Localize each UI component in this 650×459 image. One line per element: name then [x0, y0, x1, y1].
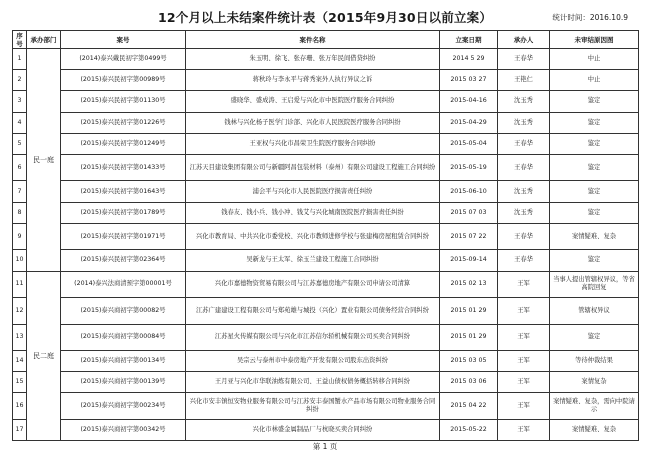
- cell-handler: 王春华: [498, 223, 550, 250]
- cell-index: 8: [13, 202, 27, 223]
- table-row: [13, 202, 639, 223]
- cell-reason: 鉴定: [550, 133, 639, 154]
- cell-filing-date: 2015-05-22: [440, 419, 498, 440]
- cell-case-name: 兴化市林盛金属制品厂与杭晓买卖合同纠纷: [186, 419, 440, 440]
- cell-index: 7: [13, 181, 27, 202]
- header-index: 序号: [13, 31, 27, 49]
- cell-reason: 案情疑难、复杂: [550, 419, 639, 440]
- cell-index: 13: [13, 324, 27, 351]
- cell-index: 2: [13, 70, 27, 91]
- cell-case-name: 江苏天目建设集团有限公司与新疆阿昌包装材料（泰州）有限公司建设工程施工合同纠纷: [186, 154, 440, 181]
- cell-handler: 王军: [498, 324, 550, 351]
- table-row: [13, 181, 639, 202]
- cell-case-name: 盛晓华、盛成涛、王启爱与兴化市中医院医疗服务合同纠纷: [186, 91, 440, 112]
- cell-case-number: (2015)泰兴民初字第01226号: [61, 112, 186, 133]
- cell-handler: 王春华: [498, 154, 550, 181]
- cell-case-number: (2015)泰兴商初字第00139号: [61, 372, 186, 393]
- table-row: [13, 154, 639, 181]
- cell-index: 10: [13, 250, 27, 271]
- header-row: [13, 31, 639, 49]
- cell-reason: 鉴定: [550, 112, 639, 133]
- cell-reason: 鉴定: [550, 91, 639, 112]
- cell-filing-date: 2015-09-14: [440, 250, 498, 271]
- table-row: [13, 324, 639, 351]
- cell-reason: 案情疑难、复杂: [550, 223, 639, 250]
- cell-filing-date: 2015 01 29: [440, 298, 498, 325]
- cell-filing-date: 2015 03 06: [440, 372, 498, 393]
- header-reason: 未审结原因图: [550, 31, 639, 49]
- cell-handler: 王军: [498, 351, 550, 372]
- cell-index: 6: [13, 154, 27, 181]
- cell-case-name: 兴化市安丰镇恒安物业服务有限公司与江苏安丰泰国蟹水产品市场有限公司物业服务合同纠纷: [186, 393, 440, 420]
- department-cell: 民二庭: [27, 271, 61, 441]
- cell-case-number: (2014)泰兴戴民初字第0499号: [61, 49, 186, 70]
- cell-index: 12: [13, 298, 27, 325]
- cell-case-name: 江苏广建建设工程有限公司与郑苑雄与城投（兴化）置业有限公司债务经营合同纠纷: [186, 298, 440, 325]
- cell-filing-date: 2015 02 13: [440, 271, 498, 298]
- cell-index: 9: [13, 223, 27, 250]
- cell-case-number: (2015)泰兴商初字第00082号: [61, 298, 186, 325]
- cell-filing-date: 2015-04-29: [440, 112, 498, 133]
- table-row: [13, 372, 639, 393]
- cell-handler: 沈玉秀: [498, 112, 550, 133]
- cell-handler: 沈玉秀: [498, 91, 550, 112]
- department-cell: 民一庭: [27, 49, 61, 272]
- cell-case-number: (2015)泰兴民初字第01971号: [61, 223, 186, 250]
- cell-case-number: (2015)泰兴民初字第02364号: [61, 250, 186, 271]
- table-row: [13, 351, 639, 372]
- cell-case-name: 朱玉明、徐飞、张存珊、张万年民间借贷纠纷: [186, 49, 440, 70]
- cell-case-name: 钱春友、钱小兵、钱小冲、钱艾与兴化城南医院医疗损害责任纠纷: [186, 202, 440, 223]
- cell-handler: 王春华: [498, 49, 550, 70]
- cell-filing-date: 2015 03 27: [440, 70, 498, 91]
- cell-case-name: 兴化市教育局、中共兴化市委党校、兴化市教师进修学校与张建梅房屋租赁合同纠纷: [186, 223, 440, 250]
- cell-reason: 鉴定: [550, 324, 639, 351]
- table-row: [13, 223, 639, 250]
- table-row: [13, 49, 639, 70]
- table-row: [13, 271, 639, 298]
- cell-index: 4: [13, 112, 27, 133]
- cell-case-name: 江苏星火传媒有限公司与兴化市江苏信尔轿机械有限公司买卖合同纠纷: [186, 324, 440, 351]
- cell-case-number: (2015)泰兴商初字第00134号: [61, 351, 186, 372]
- cell-filing-date: 2015 03 05: [440, 351, 498, 372]
- header-case-number: 案号: [61, 31, 186, 49]
- cases-table: [12, 30, 639, 441]
- cell-reason: 案情复杂: [550, 372, 639, 393]
- cell-handler: 王军: [498, 271, 550, 298]
- cell-index: 5: [13, 133, 27, 154]
- cell-reason: 鉴定: [550, 181, 639, 202]
- header-case-name: 案件名称: [186, 31, 440, 49]
- cell-index: 15: [13, 372, 27, 393]
- cell-handler: 王军: [498, 419, 550, 440]
- cell-case-number: (2014)泰兴法商清预字第00001号: [61, 271, 186, 298]
- cell-reason: 案情疑难、复杂，需向中院请示: [550, 393, 639, 420]
- cell-index: 1: [13, 49, 27, 70]
- cell-case-number: (2015)泰兴商初字第00342号: [61, 419, 186, 440]
- cell-reason: 等待仲裁结果: [550, 351, 639, 372]
- cell-case-name: 吴宗云与泰州市中泰房地产开发有限公司股东出资纠纷: [186, 351, 440, 372]
- cell-filing-date: 2015 07 22: [440, 223, 498, 250]
- cell-filing-date: 2015-04-16: [440, 91, 498, 112]
- cell-handler: 王军: [498, 372, 550, 393]
- cell-case-number: (2015)泰兴民初字第01433号: [61, 154, 186, 181]
- cell-case-number: (2015)泰兴民初字第01130号: [61, 91, 186, 112]
- cell-reason: 中止: [550, 70, 639, 91]
- cell-filing-date: 2015-05-19: [440, 154, 498, 181]
- table-row: [13, 419, 639, 440]
- cell-filing-date: 2015-05-04: [440, 133, 498, 154]
- cell-filing-date: 2015 04 22: [440, 393, 498, 420]
- table-row: [13, 393, 639, 420]
- cell-handler: 王军: [498, 298, 550, 325]
- cell-case-number: (2015)泰兴商初字第00234号: [61, 393, 186, 420]
- cell-handler: 王春华: [498, 133, 550, 154]
- cell-index: 16: [13, 393, 27, 420]
- cell-reason: 鉴定: [550, 250, 639, 271]
- cell-case-name: 王亚权与兴化市昌荣卫生院医疗服务合同纠纷: [186, 133, 440, 154]
- header-filing-date: 立案日期: [440, 31, 498, 49]
- cell-reason: 管辖权异议: [550, 298, 639, 325]
- cell-case-name: 王月亚与兴化市华联油炼有限公司、王益山债权债务概括转移合同纠纷: [186, 372, 440, 393]
- cell-index: 3: [13, 91, 27, 112]
- cell-case-name: 蒋秋玲与李永平与蒋秀案外人执行异议之诉: [186, 70, 440, 91]
- cell-index: 11: [13, 271, 27, 298]
- page-title: 12个月以上未结案件统计表（2015年9月30日以前立案）: [157, 10, 493, 25]
- cell-reason: 鉴定: [550, 202, 639, 223]
- cell-reason: 中止: [550, 49, 639, 70]
- cell-case-name: 兴化市嘉德物资贸易有限公司与江苏嘉德房地产有限公司申请公司清算: [186, 271, 440, 298]
- header-department: 承办部门: [27, 31, 61, 49]
- cell-handler: 沈玉秀: [498, 181, 550, 202]
- cell-handler: 王军: [498, 393, 550, 420]
- cell-handler: 沈玉秀: [498, 202, 550, 223]
- table-row: [13, 250, 639, 271]
- header-handler: 承办人: [498, 31, 550, 49]
- cell-case-number: (2015)泰兴民初字第00989号: [61, 70, 186, 91]
- cell-filing-date: 2015 01 29: [440, 324, 498, 351]
- table-row: [13, 112, 639, 133]
- cell-case-number: (2015)泰兴商初字第00084号: [61, 324, 186, 351]
- cell-case-name: 钱林与兴化杨子医学门诊部、兴化市人民医院医疗服务合同纠纷: [186, 112, 440, 133]
- cell-filing-date: 2014 5 29: [440, 49, 498, 70]
- cell-reason: 当事人提出管辖权异议，等省高院回复: [550, 271, 639, 298]
- cell-case-name: 吴新龙与王太军、徐玉兰建设工程施工合同纠纷: [186, 250, 440, 271]
- cell-case-number: (2015)泰兴民初字第01249号: [61, 133, 186, 154]
- cell-handler: 王艳仁: [498, 70, 550, 91]
- stat-time: 统计时间：2016.10.9: [552, 13, 628, 22]
- cell-handler: 王春华: [498, 250, 550, 271]
- table-row: [13, 70, 639, 91]
- cell-case-number: (2015)泰兴民初字第01789号: [61, 202, 186, 223]
- cell-filing-date: 2015 07 03: [440, 202, 498, 223]
- cell-index: 17: [13, 419, 27, 440]
- table-row: [13, 91, 639, 112]
- cell-index: 14: [13, 351, 27, 372]
- cell-filing-date: 2015-06-10: [440, 181, 498, 202]
- page-number: 第 1 页: [312, 442, 338, 451]
- cell-case-name: 浦会平与兴化市人民医院医疗损害责任纠纷: [186, 181, 440, 202]
- cell-reason: 鉴定: [550, 154, 639, 181]
- table-row: [13, 133, 639, 154]
- table-row: [13, 298, 639, 325]
- cell-case-number: (2015)泰兴民初字第01643号: [61, 181, 186, 202]
